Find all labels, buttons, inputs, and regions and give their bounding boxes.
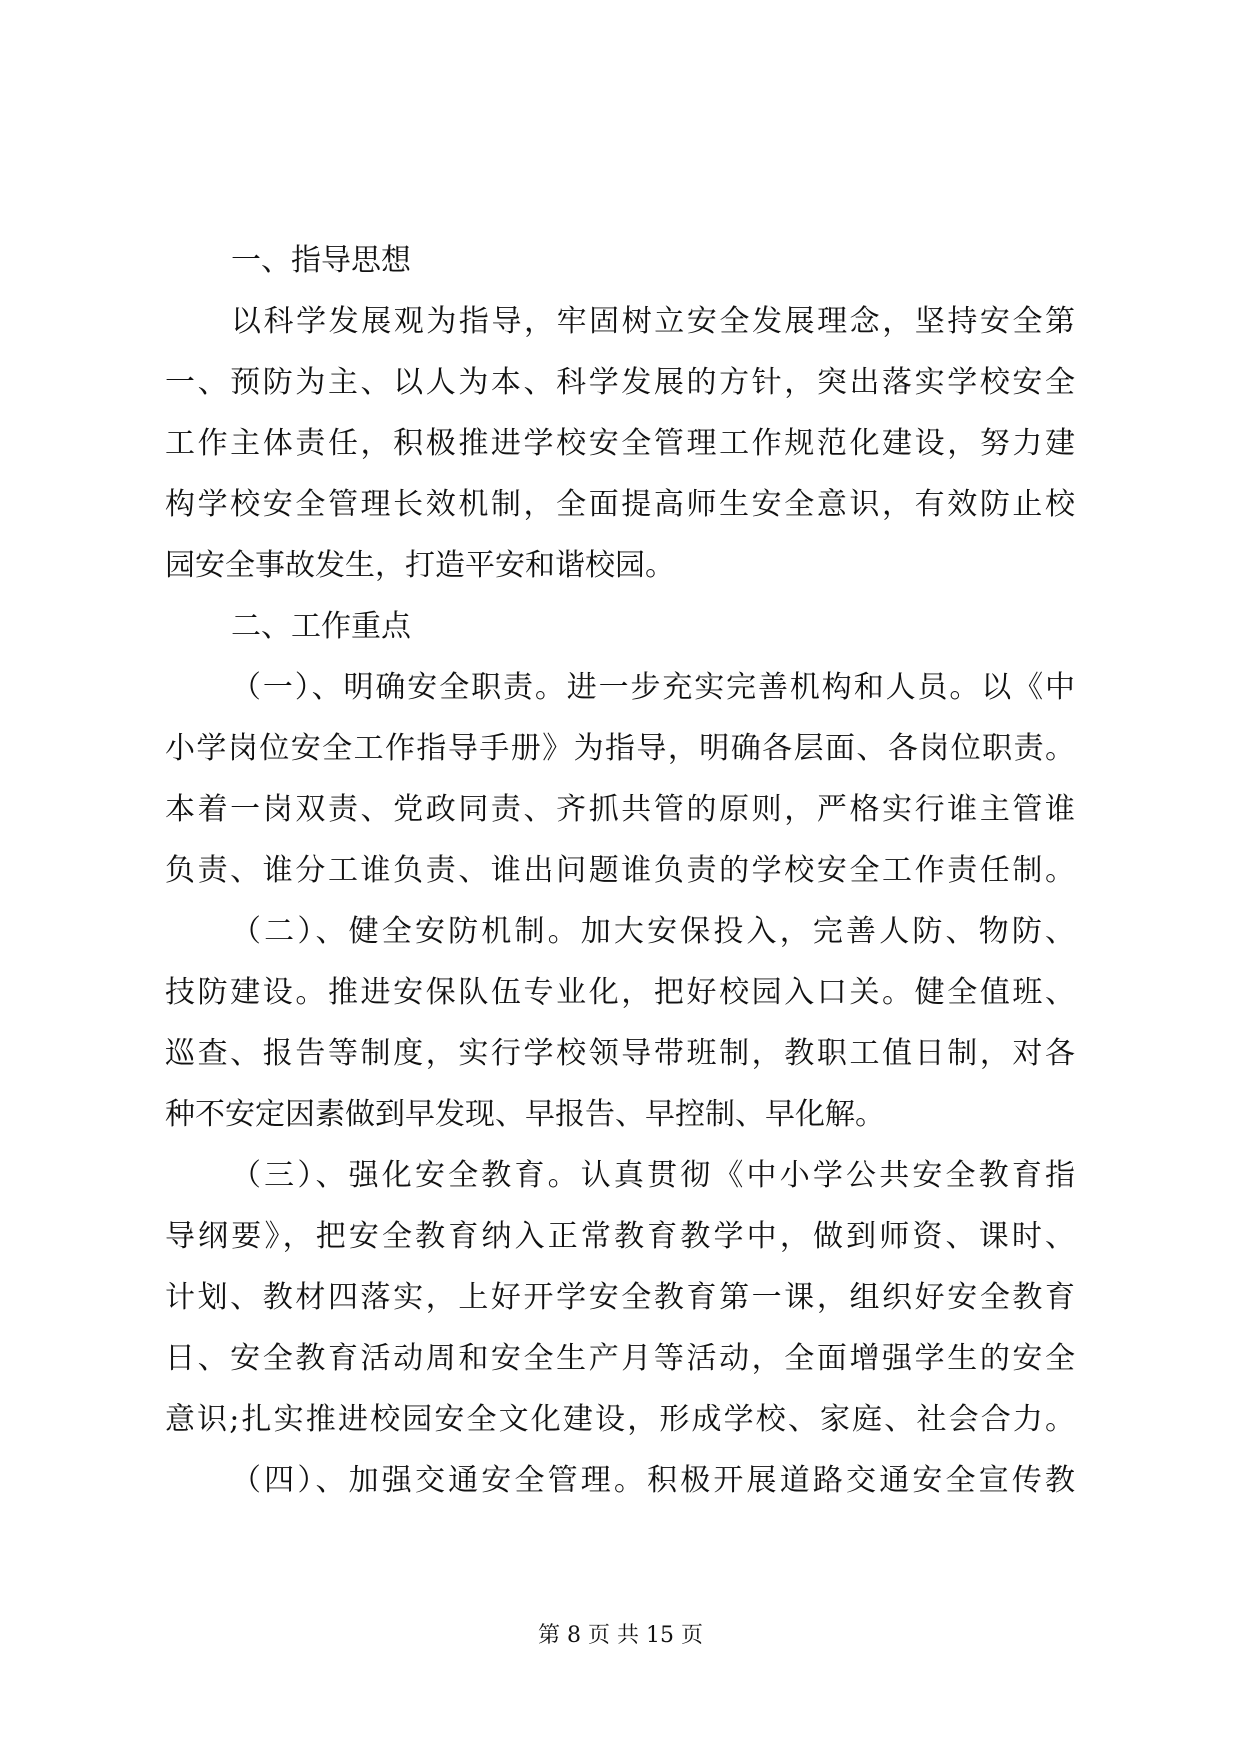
paragraph-line: 意识;扎实推进校园安全文化建设，形成学校、家庭、社会合力。: [165, 1402, 1075, 1437]
paragraph-line: 巡查、报告等制度，实行学校领导带班制，教职工值日制，对各: [165, 1036, 1075, 1071]
paragraph-line: （四）、加强交通安全管理。积极开展道路交通安全宣传教: [231, 1463, 1075, 1498]
paragraph-line: 工作主体责任，积极推进学校安全管理工作规范化建设，努力建: [165, 426, 1075, 461]
paragraph-line: 本着一岗双责、党政同责、齐抓共管的原则，严格实行谁主管谁: [165, 792, 1075, 827]
paragraph-line: （一）、明确安全职责。进一步充实完善机构和人员。以《中: [231, 670, 1075, 705]
paragraph-line: 园安全事故发生，打造平安和谐校园。: [165, 548, 675, 583]
paragraph-line: 小学岗位安全工作指导手册》为指导，明确各层面、各岗位职责。: [165, 731, 1075, 766]
section-heading-guiding-ideology: 一、指导思想: [231, 243, 411, 278]
paragraph-line: 构学校安全管理长效机制，全面提高师生安全意识，有效防止校: [165, 487, 1075, 522]
paragraph-line: 导纲要》，把安全教育纳入正常教育教学中，做到师资、课时、: [165, 1219, 1075, 1254]
paragraph-line: 技防建设。推进安保队伍专业化，把好校园入口关。健全值班、: [165, 975, 1075, 1010]
paragraph-line: （二）、健全安防机制。加大安保投入，完善人防、物防、: [231, 914, 1075, 949]
document-body: [165, 230, 1075, 1511]
paragraph-line: 计划、教材四落实，上好开学安全教育第一课，组织好安全教育: [165, 1280, 1075, 1315]
paragraph-line: 负责、谁分工谁负责、谁出问题谁负责的学校安全工作责任制。: [165, 853, 1075, 888]
paragraph-line: 日、安全教育活动周和安全生产月等活动，全面增强学生的安全: [165, 1341, 1075, 1376]
section-heading-work-focus: 二、工作重点: [231, 609, 411, 644]
paragraph-line: 一、预防为主、以人为本、科学发展的方针，突出落实学校安全: [165, 365, 1075, 400]
paragraph-line: 以科学发展观为指导，牢固树立安全发展理念，坚持安全第: [231, 304, 1075, 339]
paragraph-line: 种不安定因素做到早发现、早报告、早控制、早化解。: [165, 1097, 885, 1132]
paragraph-line: （三）、强化安全教育。认真贯彻《中小学公共安全教育指: [231, 1158, 1075, 1193]
page-number-footer: 第 8 页 共 15 页: [538, 1623, 703, 1648]
